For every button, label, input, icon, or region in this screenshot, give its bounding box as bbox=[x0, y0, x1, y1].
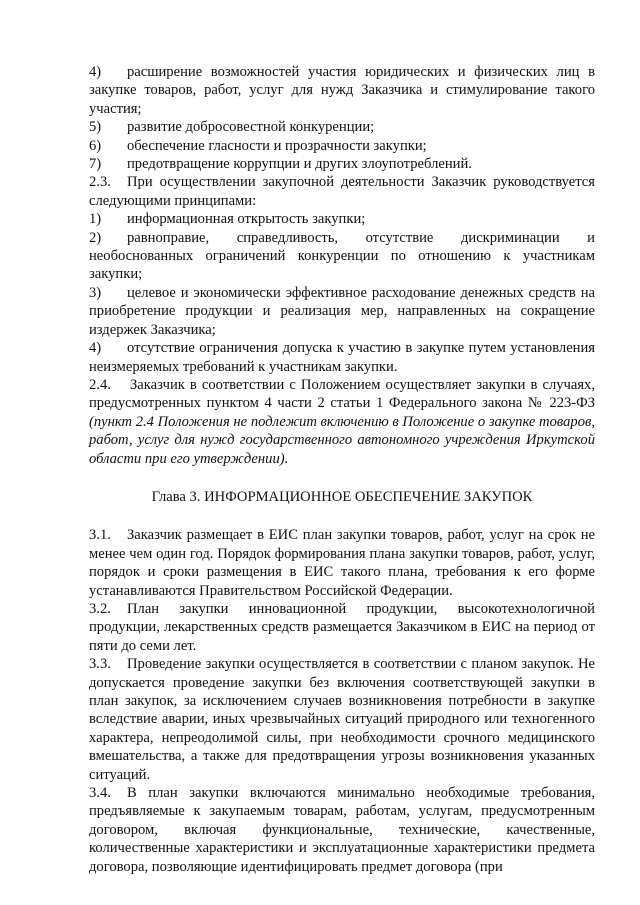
item-number: 1) bbox=[89, 211, 102, 228]
section-text: Заказчик размещает в ЕИС план закупки товаров, работ, услуг на срок не менее чем один год. Порядок формирования плана закупки товаров, работ, услуг, порядок и сроки размещения в ЕИС такого плана, требования к его форме устанавливаются Правительством Российской Федерации. bbox=[89, 527, 595, 599]
document-page bbox=[89, 63, 595, 876]
list-item bbox=[89, 229, 595, 284]
section-paragraph bbox=[89, 655, 595, 784]
item-text: обеспечение гласности и прозрачности закупки; bbox=[127, 137, 427, 154]
list-item bbox=[89, 155, 595, 173]
section-number: 2.4. bbox=[89, 376, 111, 393]
item-number: 2) bbox=[89, 229, 102, 246]
section-number: 3.4. bbox=[89, 785, 111, 802]
item-text: расширение возможностей участия юридических и физических лиц в закупке товаров, работ, услуг для нужд Заказчика и стимулирование такого участия; bbox=[89, 64, 595, 117]
italic-note: (пункт 2.4 Положения не подлежит включению в Положение о закупке товаров, работ, услуг для нужд государственного автономного учреждения Иркутской области при его утверждении). bbox=[89, 413, 595, 467]
item-number: 4) bbox=[89, 64, 102, 80]
section-number: 3.3. bbox=[89, 656, 111, 673]
item-number: 6) bbox=[89, 137, 102, 154]
section-text: В план закупки включаются минимально необходимые требования, предъявляемые к закупаемым товарам, работам, услугам, предусмотренным договором, включая функциональные, технические, качественные, количественные характеристики и эксплуатационные характеристики предмета договора, позволяющие идентифицировать предмет договора (при bbox=[89, 785, 595, 875]
section-text: Заказчик в соответствии с Положением осуществляет закупки в случаях, предусмотренных пунктом 4 части 2 статьи 1 Федерального закона № 223-ФЗ bbox=[89, 376, 595, 412]
section-paragraph bbox=[89, 376, 595, 468]
list-item bbox=[89, 137, 595, 155]
item-number: 3) bbox=[89, 284, 102, 301]
section-paragraph bbox=[89, 784, 595, 876]
list-item bbox=[89, 339, 595, 376]
section-paragraph bbox=[89, 600, 595, 655]
section-text: Проведение закупки осуществляется в соответствии с планом закупок. Не допускается проведение закупки без включения соответствующей закупки в план закупок, за исключением случаев возникновения потребности в закупке вследствие аварии, иных чрезвычайных ситуаций природного или техногенного характера, непреодолимой силы, при необходимости срочного медицинского вмешательства, а также для предотвращения угрозы возникновения указанных ситуаций. bbox=[89, 656, 595, 783]
section-paragraph bbox=[89, 173, 595, 210]
item-text: отсутствие ограничения допуска к участию в закупке путем установления неизмеряемых требований к участникам закупки. bbox=[89, 340, 595, 375]
item-text: предотвращение коррупции и других злоупотреблений. bbox=[127, 156, 472, 173]
list-item bbox=[89, 210, 595, 228]
list-item bbox=[89, 284, 595, 339]
section-text: При осуществлении закупочной деятельности Заказчик руководствуется следующими принципами: bbox=[89, 174, 595, 209]
item-text: равноправие, справедливость, отсутствие дискриминации и необоснованных ограничений конкуренции по отношению к участникам закупки; bbox=[89, 229, 595, 283]
section-number: 3.1. bbox=[89, 527, 111, 544]
item-number: 7) bbox=[89, 156, 102, 173]
section-text: План закупки инновационной продукции, высокотехнологичной продукции, лекарственных средств размещается Заказчиком в ЕИС на период от пяти до семи лет. bbox=[89, 600, 595, 654]
item-text: целевое и экономически эффективное расходование денежных средств на приобретение продукции и реализация мер, направленных на сокращение издержек Заказчика; bbox=[89, 284, 595, 338]
item-number: 4) bbox=[89, 340, 102, 357]
item-number: 5) bbox=[89, 119, 102, 136]
item-text: развитие добросовестной конкуренции; bbox=[127, 119, 375, 136]
section-number: 3.2. bbox=[89, 600, 111, 617]
item-text: информационная открытость закупки; bbox=[127, 211, 366, 228]
list-item bbox=[89, 118, 595, 136]
section-paragraph bbox=[89, 526, 595, 600]
chapter-title: Глава 3. ИНФОРМАЦИОННОЕ ОБЕСПЕЧЕНИЕ ЗАКУПОК bbox=[151, 488, 533, 505]
list-item bbox=[89, 63, 595, 118]
section-number: 2.3. bbox=[89, 174, 111, 191]
